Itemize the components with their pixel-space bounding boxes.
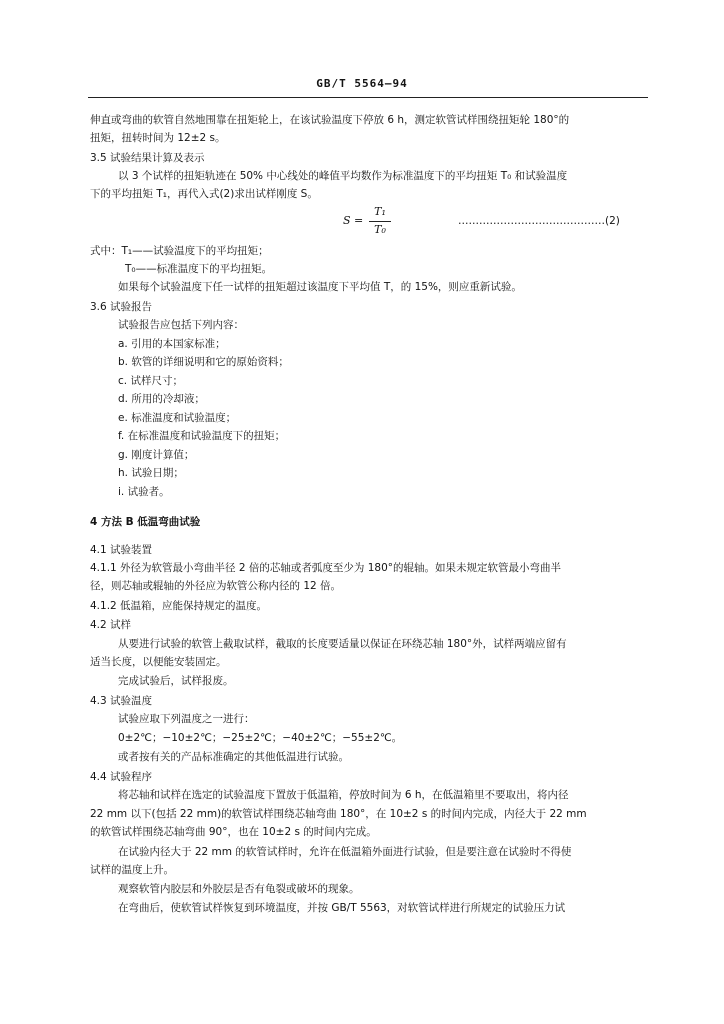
list-item: d. 所用的冷却液；: [118, 393, 205, 405]
section-heading-3-5: 3.5 试验结果计算及表示: [90, 152, 205, 164]
header-rule: [88, 97, 648, 98]
section-heading-4: 4 方法 B 低温弯曲试验: [90, 516, 201, 528]
list-item: h. 试验日期；: [118, 467, 184, 479]
paragraph-line: 在弯曲后，使软管试样恢复到环境温度，并按 GB/T 5563，对软管试样进行所规定的试验压力试: [118, 902, 566, 914]
paragraph-line: 或者按有关的产品标准确定的其他低温进行试验。: [118, 751, 349, 763]
list-item: i. 试验者。: [118, 486, 170, 498]
paragraph-line: 适当长度，以便能安装固定。: [90, 656, 227, 668]
section-heading-4-4: 4.4 试验程序: [90, 771, 153, 783]
paragraph-line: 式中：T₁——试验温度下的平均扭矩；: [90, 245, 269, 257]
list-item: g. 刚度计算值；: [118, 449, 195, 461]
paragraph-line: 从要进行试验的软管上截取试样，截取的长度要适量以保证在环绕芯轴 180°外，试样两端应留有: [118, 638, 567, 650]
paragraph-line: 试验应取下列温度之一进行：: [118, 713, 255, 725]
paragraph-line: T₀——标准温度下的平均扭矩。: [125, 263, 273, 275]
paragraph-line: 4.1.1 外径为软管最小弯曲半径 2 倍的芯轴或者弧度至少为 180°的辊轴。如果未规定软管最小弯曲半: [90, 562, 562, 574]
formula-number: ……………………………………(2): [458, 215, 620, 227]
list-item: c. 试样尺寸；: [118, 375, 183, 387]
standard-header: GB/T 5564—94: [316, 77, 408, 90]
list-item: a. 引用的本国家标准；: [118, 338, 226, 350]
paragraph-line: 以 3 个试样的扭矩轨迹在 50% 中心线处的峰值平均数作为标准温度下的平均扭矩 T₀ 和试验温度: [118, 170, 568, 182]
paragraph-line: 径，则芯轴或辊轴的外径应为软管公称内径的 12 倍。: [90, 580, 342, 592]
paragraph-line: 的软管试样围绕芯轴弯曲 90°，也在 10±2 s 的时间内完成。: [90, 826, 377, 838]
paragraph-line: 完成试验后，试样报废。: [118, 675, 234, 687]
paragraph-line: 下的平均扭矩 T₁，再代入式(2)求出试样刚度 S。: [90, 188, 318, 200]
paragraph-line: 在试验内径大于 22 mm 的软管试样时，允许在低温箱外面进行试验，但是要注意在试验时不得使: [118, 846, 572, 858]
paragraph-line: 将芯轴和试样在选定的试验温度下置放于低温箱，停放时间为 6 h，在低温箱里不要取出，将内径: [118, 789, 569, 801]
paragraph-line: 如果每个试验温度下任一试样的扭矩超过该温度下平均值 T，的 15%，则应重新试验。: [118, 281, 522, 293]
formula-denominator: T₀: [374, 223, 386, 236]
formula-numerator: T₁: [374, 205, 386, 218]
list-item: f. 在标准温度和试验温度下的扭矩；: [118, 430, 286, 442]
section-heading-4-1: 4.1 试验装置: [90, 544, 153, 556]
list-item: b. 软管的详细说明和它的原始资料；: [118, 356, 289, 368]
section-heading-4-3: 4.3 试验温度: [90, 695, 153, 707]
section-heading-3-6: 3.6 试验报告: [90, 301, 153, 313]
paragraph-line: 观察软管内胶层和外胶层是否有龟裂或破坏的现象。: [118, 883, 360, 895]
paragraph-line: 22 mm 以下(包括 22 mm)的软管试样围绕芯轴弯曲 180°，在 10±2 s 的时间内完成，内径大于 22 mm: [90, 808, 587, 820]
paragraph-line: 扭矩，扭转时间为 12±2 s。: [90, 132, 226, 144]
list-item: e. 标准温度和试验温度；: [118, 412, 237, 424]
paragraph-line: 伸直或弯曲的软管自然地围靠在扭矩轮上，在该试验温度下停放 6 h，测定软管试样围绕扭矩轮 180°的: [90, 114, 570, 126]
paragraph-line: 试验报告应包括下列内容：: [118, 319, 244, 331]
fraction-bar: [369, 221, 391, 222]
paragraph-line: 试样的温度上升。: [90, 864, 174, 876]
formula-lhs: S =: [343, 214, 364, 227]
paragraph-line: 4.1.2 低温箱，应能保持规定的温度。: [90, 600, 268, 612]
section-heading-4-2: 4.2 试样: [90, 619, 132, 631]
paragraph-line: 0±2℃；−10±2℃；−25±2℃；−40±2℃；−55±2℃。: [118, 732, 403, 744]
